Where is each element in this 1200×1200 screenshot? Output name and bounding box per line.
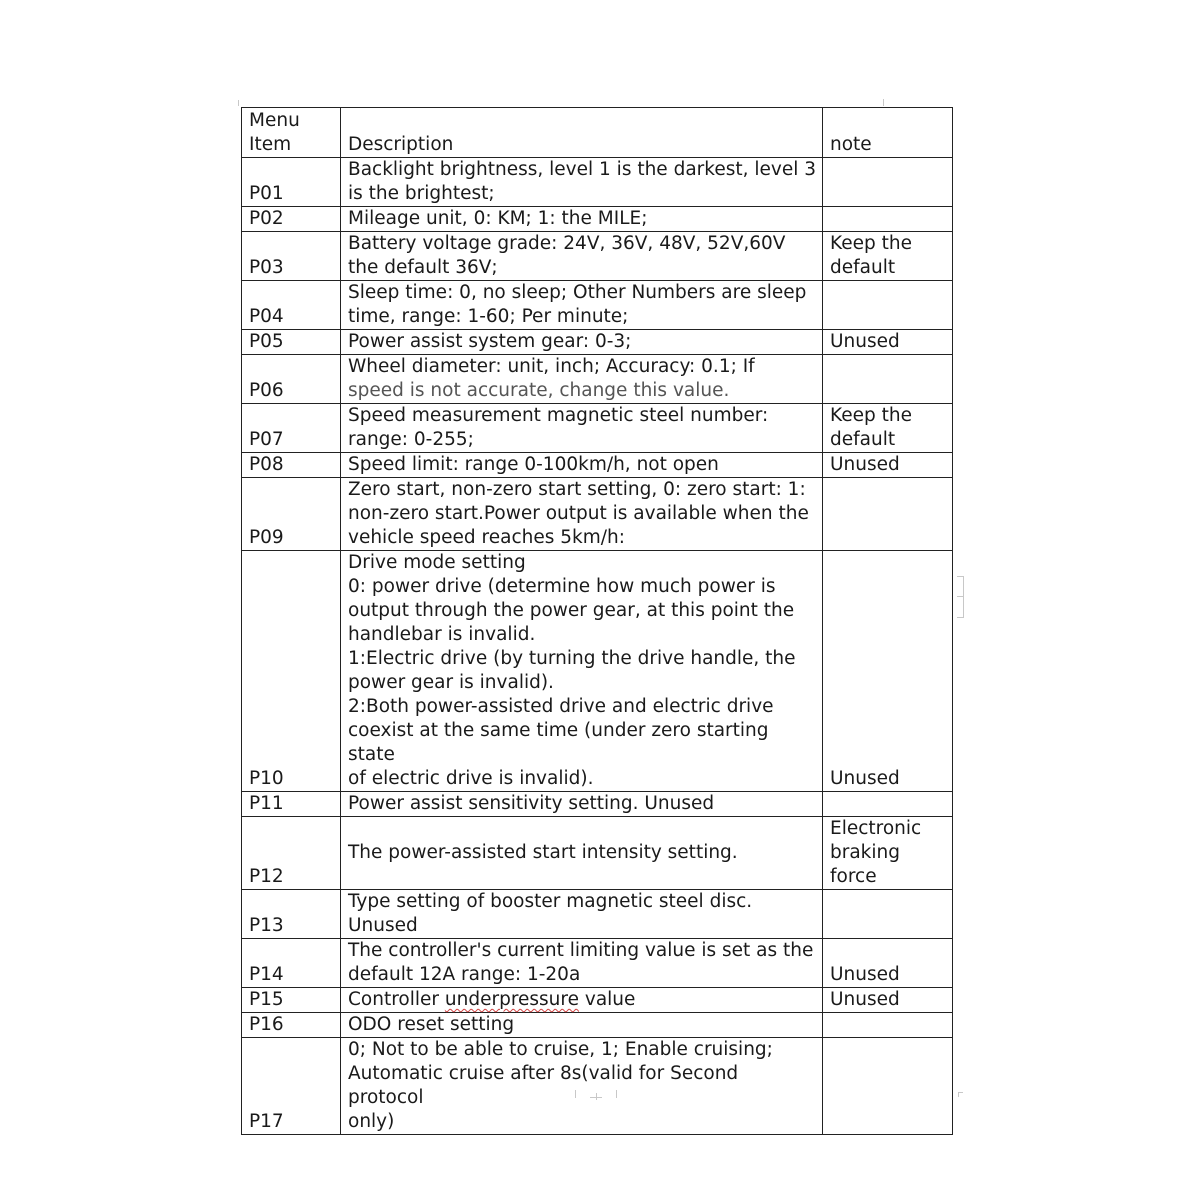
page-margin-mark xyxy=(963,576,964,618)
table-row xyxy=(242,158,953,207)
description-line: Sleep time: 0, no sleep; Other Numbers are sleep xyxy=(348,282,807,303)
description-text: value xyxy=(578,989,636,1010)
table-row xyxy=(242,890,953,939)
table-row xyxy=(242,404,953,453)
description-cell xyxy=(341,939,823,988)
table-row xyxy=(242,551,953,792)
table-row xyxy=(242,281,953,330)
description-line: Speed limit: range 0-100km/h, not open xyxy=(348,454,719,475)
description-line: coexist at the same time (under zero starting state xyxy=(348,720,769,765)
table-row xyxy=(242,355,953,404)
menu-item-code: P17 xyxy=(242,1038,341,1135)
menu-item-code: P16 xyxy=(242,1013,341,1038)
description-line: The controller's current limiting value is set as the xyxy=(348,940,814,961)
description-line: The power-assisted start intensity setting. xyxy=(348,842,738,863)
description-line: 2:Both power-assisted drive and electric drive xyxy=(348,696,774,717)
table-row xyxy=(242,988,953,1013)
page-margin-mark xyxy=(957,617,963,618)
header-menu-item-line2: Item xyxy=(249,134,292,155)
description-line: Battery voltage grade: 24V, 36V, 48V, 52V,60V xyxy=(348,233,786,254)
note-cell xyxy=(823,1038,953,1135)
note-line: force xyxy=(830,866,877,887)
description-cell xyxy=(341,232,823,281)
header-description: Description xyxy=(341,108,823,158)
note-line: Electronic xyxy=(830,818,922,839)
description-cell xyxy=(341,404,823,453)
menu-item-code: P06 xyxy=(242,355,341,404)
note-cell xyxy=(823,355,953,404)
table-row xyxy=(242,478,953,551)
description-line: Automatic cruise after 8s(valid for Second protocol xyxy=(348,1063,739,1108)
description-line: only) xyxy=(348,1111,395,1132)
description-line: Speed measurement magnetic steel number: xyxy=(348,405,769,426)
menu-item-code: P01 xyxy=(242,158,341,207)
table-row xyxy=(242,330,953,355)
description-cell xyxy=(341,1038,823,1135)
table-row xyxy=(242,232,953,281)
note-cell xyxy=(823,404,953,453)
note-cell xyxy=(823,551,953,792)
description-line: the default 36V; xyxy=(348,257,498,278)
table-row xyxy=(242,939,953,988)
description-line: non-zero start.Power output is available when the xyxy=(348,503,809,524)
description-cell xyxy=(341,551,823,792)
menu-item-code: P09 xyxy=(242,478,341,551)
note-cell xyxy=(823,478,953,551)
menu-item-code: P08 xyxy=(242,453,341,478)
description-cell xyxy=(341,1013,823,1038)
table-row xyxy=(242,1013,953,1038)
description-cell xyxy=(341,207,823,232)
menu-item-code: P11 xyxy=(242,792,341,817)
description-cell xyxy=(341,988,823,1013)
description-cell xyxy=(341,817,823,890)
description-line: handlebar is invalid. xyxy=(348,624,536,645)
menu-item-code: P14 xyxy=(242,939,341,988)
note-cell xyxy=(823,207,953,232)
menu-item-code: P04 xyxy=(242,281,341,330)
note-cell xyxy=(823,988,953,1013)
note-line: Unused xyxy=(830,989,900,1010)
note-line: Keep the xyxy=(830,233,912,254)
table-row xyxy=(242,792,953,817)
description-line: time, range: 1-60; Per minute; xyxy=(348,306,629,327)
note-line: Unused xyxy=(830,964,900,985)
description-cell xyxy=(341,890,823,939)
note-line: Unused xyxy=(830,768,900,789)
description-line xyxy=(348,988,816,1012)
menu-item-code: P10 xyxy=(242,551,341,792)
note-line: braking xyxy=(830,842,901,863)
note-line: default xyxy=(830,257,896,278)
menu-item-code: P05 xyxy=(242,330,341,355)
description-cell xyxy=(341,330,823,355)
note-cell xyxy=(823,792,953,817)
note-cell xyxy=(823,939,953,988)
menu-item-code: P02 xyxy=(242,207,341,232)
description-line: default 12A range: 1-20a xyxy=(348,964,581,985)
description-line: range: 0-255; xyxy=(348,429,474,450)
description-cell xyxy=(341,355,823,404)
description-line: Type setting of booster magnetic steel disc. xyxy=(348,891,753,912)
menu-item-code: P03 xyxy=(242,232,341,281)
table-header-row xyxy=(242,108,953,158)
description-text: Controller xyxy=(348,989,445,1010)
note-line: Unused xyxy=(830,454,900,475)
description-line: Drive mode setting xyxy=(348,552,526,573)
menu-item-code: P12 xyxy=(242,817,341,890)
description-line: Backlight brightness, level 1 is the darkest, level 3 xyxy=(348,159,816,180)
note-line: default xyxy=(830,429,896,450)
description-cell xyxy=(341,281,823,330)
description-line: ODO reset setting xyxy=(348,1014,515,1035)
description-cell xyxy=(341,478,823,551)
description-line: power gear is invalid). xyxy=(348,672,554,693)
menu-item-code: P07 xyxy=(242,404,341,453)
note-cell xyxy=(823,890,953,939)
note-cell xyxy=(823,158,953,207)
table-row xyxy=(242,1038,953,1135)
note-cell xyxy=(823,817,953,890)
header-menu-item-line1: Menu xyxy=(249,110,300,131)
page-corner-mark xyxy=(238,100,239,106)
description-line: Power assist system gear: 0-3; xyxy=(348,331,632,352)
description-line: Wheel diameter: unit, inch; Accuracy: 0.1; If xyxy=(348,356,755,377)
description-line: output through the power gear, at this point the xyxy=(348,600,795,621)
page-corner-mark xyxy=(958,1092,959,1097)
header-menu-item xyxy=(242,108,341,158)
description-line: Unused xyxy=(348,915,418,936)
header-note: note xyxy=(823,108,953,158)
description-cell xyxy=(341,792,823,817)
note-line: Unused xyxy=(830,331,900,352)
parameter-table xyxy=(241,107,953,1135)
note-cell xyxy=(823,1013,953,1038)
note-line: Keep the xyxy=(830,405,912,426)
description-line: 0: power drive (determine how much power is xyxy=(348,576,776,597)
description-cell xyxy=(341,453,823,478)
description-line: 0; Not to be able to cruise, 1; Enable cruising; xyxy=(348,1039,773,1060)
description-line: 1:Electric drive (by turning the drive handle, the xyxy=(348,648,796,669)
table-row xyxy=(242,817,953,890)
note-cell xyxy=(823,232,953,281)
description-line: vehicle speed reaches 5km/h: xyxy=(348,527,625,548)
page-corner-mark xyxy=(883,99,884,106)
description-cell xyxy=(341,158,823,207)
description-line: is the brightest; xyxy=(348,183,495,204)
menu-item-code: P15 xyxy=(242,988,341,1013)
table-row xyxy=(242,453,953,478)
menu-item-code: P13 xyxy=(242,890,341,939)
description-line: Mileage unit, 0: KM; 1: the MILE; xyxy=(348,208,648,229)
description-line: of electric drive is invalid). xyxy=(348,768,594,789)
table-row xyxy=(242,207,953,232)
note-cell xyxy=(823,281,953,330)
description-line: speed is not accurate, change this value. xyxy=(348,380,730,401)
description-line: Power assist sensitivity setting. Unused xyxy=(348,793,715,814)
description-line: Zero start, non-zero start setting, 0: zero start: 1: xyxy=(348,479,806,500)
spellcheck-underlined-word: underpressure xyxy=(444,989,579,1010)
note-cell xyxy=(823,453,953,478)
note-cell xyxy=(823,330,953,355)
